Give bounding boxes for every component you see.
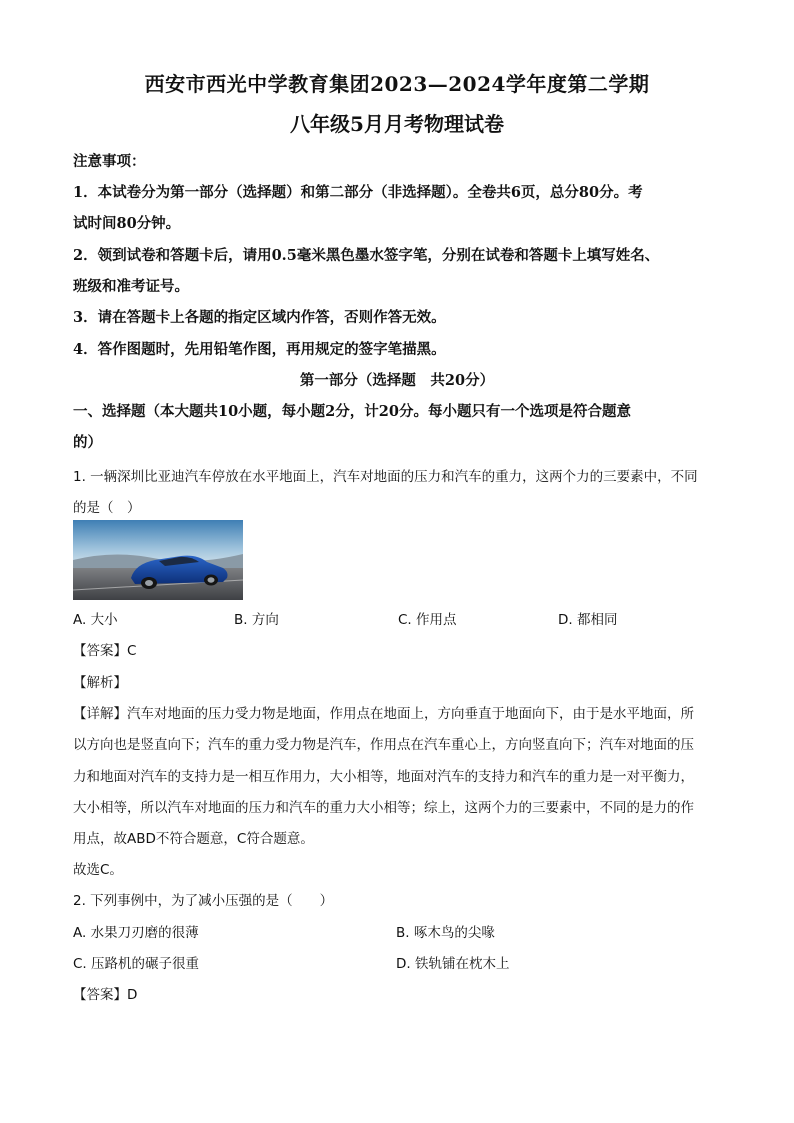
q1-detail-line: 力和地面对汽车的支持力是一相互作用力，大小相等，地面对汽车的支持力和汽车的重力是一对平衡力， — [73, 769, 694, 785]
notice-item: 试时间80分钟。 — [73, 215, 181, 232]
q2-option-a: A. 水果刀刃磨的很薄 — [73, 925, 199, 941]
q1-detail-line — [73, 702, 723, 722]
question-1-stem: 1. 一辆深圳比亚迪汽车停放在水平地面上，汽车对地面的压力和汽车的重力，这两个力的三要素中，不同 — [73, 469, 698, 485]
q1-answer — [73, 639, 723, 659]
section-heading: 一、选择题（本大题共10小题，每小题2分，计20分。每小题只有一个选项是符合题意 — [73, 403, 631, 420]
q1-option-c: C. 作用点 — [398, 612, 457, 628]
question-2-stem: 2. 下列事例中，为了减小压强的是（ ） — [73, 893, 334, 909]
q1-option-b: B. 方向 — [234, 612, 279, 628]
notice-item: 班级和准考证号。 — [73, 278, 189, 295]
q2-option-d: D. 铁轨铺在枕木上 — [396, 956, 510, 972]
answer-value: C — [127, 643, 137, 659]
exam-title: 西安市西光中学教育集团2023—2024学年度第二学期 — [144, 72, 650, 96]
detail-tag: 【详解】 — [73, 706, 127, 722]
answer-tag: 【答案】 — [73, 643, 127, 659]
notice-item: 2．领到试卷和答题卡后，请用0.5毫米黑色墨水签字笔，分别在试卷和答题卡上填写姓名、 — [73, 247, 660, 264]
q1-detail-line: 用点，故ABD不符合题意，C符合题意。 — [73, 831, 314, 847]
notice-item: 4．答作图题时，先用铅笔作图，再用规定的签字笔描黑。 — [73, 341, 446, 358]
answer-value: D — [127, 987, 138, 1003]
car-photo — [73, 520, 243, 600]
notice-heading: 注意事项： — [73, 153, 146, 170]
q1-detail-line: 大小相等，所以汽车对地面的压力和汽车的重力大小相等；综上，这两个力的三要素中，不同的是力的作 — [73, 800, 694, 816]
q2-option-b: B. 啄木鸟的尖喙 — [396, 925, 495, 941]
q1-detail-line: 以方向也是竖直向下；汽车的重力受力物是汽车，作用点在汽车重心上，方向竖直向下；汽车对地面的压 — [73, 737, 694, 753]
q2-answer — [73, 983, 723, 1003]
notice-item: 3．请在答题卡上各题的指定区域内作答，否则作答无效。 — [73, 309, 446, 326]
q1-conclusion: 故选C。 — [73, 862, 123, 878]
question-1-stem-cont: 的是（ ） — [73, 500, 141, 516]
notice-item: 1．本试卷分为第一部分（选择题）和第二部分（非选择题）。全卷共6页，总分80分。考 — [73, 184, 643, 201]
part-heading: 第一部分（选择题 共20分） — [299, 372, 495, 389]
q2-option-c: C. 压路机的碾子很重 — [73, 956, 200, 972]
section-heading-cont: 的） — [73, 434, 102, 451]
answer-tag: 【答案】 — [73, 987, 127, 1003]
q1-option-a: A. 大小 — [73, 612, 118, 628]
q1-option-d: D. 都相同 — [558, 612, 618, 628]
q1-analysis-tag: 【解析】 — [73, 675, 127, 691]
detail-text: 汽车对地面的压力受力物是地面，作用点在地面上，方向垂直于地面向下，由于是水平地面，所 — [127, 706, 694, 722]
exam-subtitle: 八年级5月月考物理试卷 — [290, 112, 504, 136]
